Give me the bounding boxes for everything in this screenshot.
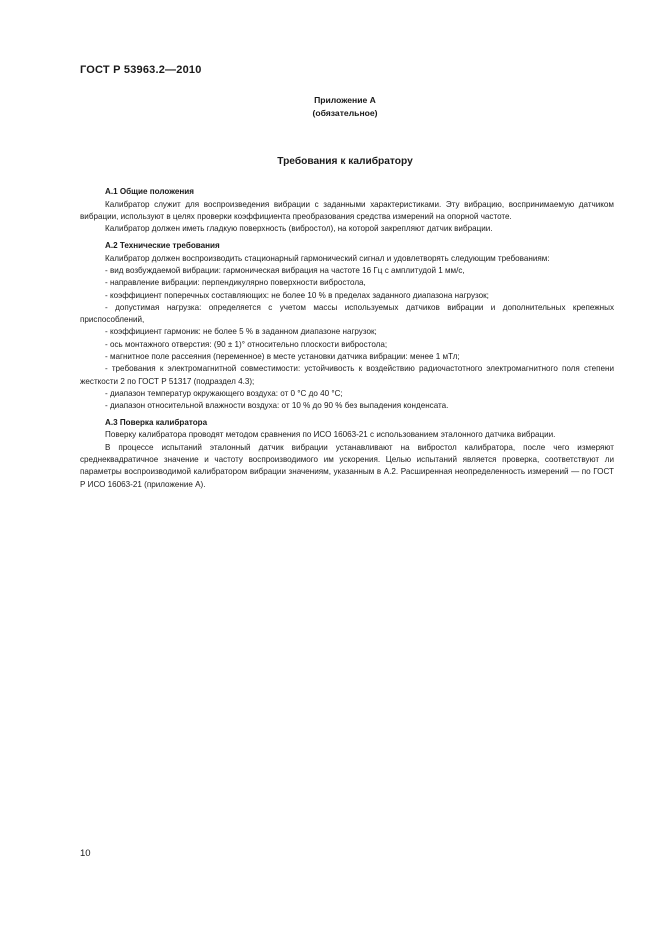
- list-item: - магнитное поле рассеяния (переменное) в месте установки датчика вибрации: менее 1 мТл;: [105, 352, 460, 362]
- document-body: [80, 186, 614, 491]
- paragraph: Поверку калибратора проводят методом сравнения по ИСО 16063-21 с использованием эталонного датчика вибрации.: [105, 430, 556, 440]
- appendix-label: Приложение А: [314, 95, 376, 105]
- section-heading-a2: А.2 Технические требования: [105, 240, 220, 250]
- list-item: - допустимая нагрузка: определяется с учетом массы используемых датчиков вибрации и дополнительных крепежных приспособлений,: [80, 302, 614, 325]
- paragraph: Калибратор должен воспроизводить стационарный гармонический сигнал и удовлетворять следующим требованиям:: [105, 253, 550, 263]
- list-item: - требования к электромагнитной совместимости: устойчивость к воздействию радиочастотного электромагнитного поля степени жесткости 2 по ГОСТ Р 51317 (подраздел 4.3);: [80, 364, 614, 386]
- section-heading-a3: А.3 Поверка калибратора: [105, 417, 208, 427]
- list-item: - ось монтажного отверстия: (90 ± 1)° относительно плоскости вибростола;: [105, 339, 388, 349]
- section-heading-a1: А.1 Общие положения: [105, 187, 194, 196]
- appendix-title: Требования к калибратору: [277, 156, 413, 167]
- list-item: - коэффициент поперечных составляющих: не более 10 % в пределах заданного диапазона нагрузок;: [105, 290, 489, 300]
- page-number: 10: [80, 848, 91, 859]
- list-item: - диапазон относительной влажности воздуха: от 10 % до 90 % без выпадения конденсата.: [105, 401, 449, 411]
- document-standard-id: ГОСТ Р 53963.2—2010: [80, 64, 202, 76]
- list-item: - вид возбуждаемой вибрации: гармоническая вибрация на частоте 16 Гц с амплитудой 1 мм/с,: [105, 265, 465, 275]
- appendix-block: [80, 94, 610, 120]
- appendix-status: (обязательное): [312, 108, 378, 118]
- paragraph: В процессе испытаний эталонный датчик вибрации устанавливают на вибростол калибратора, после чего измеряют среднеквадратичное значение и частоту воспроизводимого им ускорения. Целью испытаний является проверка, соответствуют ли параметры воспроизводимой калибратором вибрации значениям, указанным в А.2. Расширенная неопределенность измерений — по ГОСТ Р ИСО 16063-21 (приложение А).: [80, 442, 614, 489]
- list-item: - коэффициент гармоник: не более 5 % в заданном диапазоне нагрузок;: [105, 327, 377, 337]
- list-item: - направление вибрации: перпендикулярно поверхности вибростола,: [105, 278, 366, 288]
- paragraph: Калибратор должен иметь гладкую поверхность (вибростол), на которой закрепляют датчик вибрации.: [105, 224, 493, 234]
- list-item: - диапазон температур окружающего воздуха: от 0 °С до 40 °С;: [105, 388, 343, 398]
- paragraph: Калибратор служит для воспроизведения вибрации с заданными характеристиками. Эту вибрацию, воспринимаемую датчиком вибрации, используют в целях проверки коэффициента преобразования средства измерений на опорной частоте.: [80, 199, 614, 222]
